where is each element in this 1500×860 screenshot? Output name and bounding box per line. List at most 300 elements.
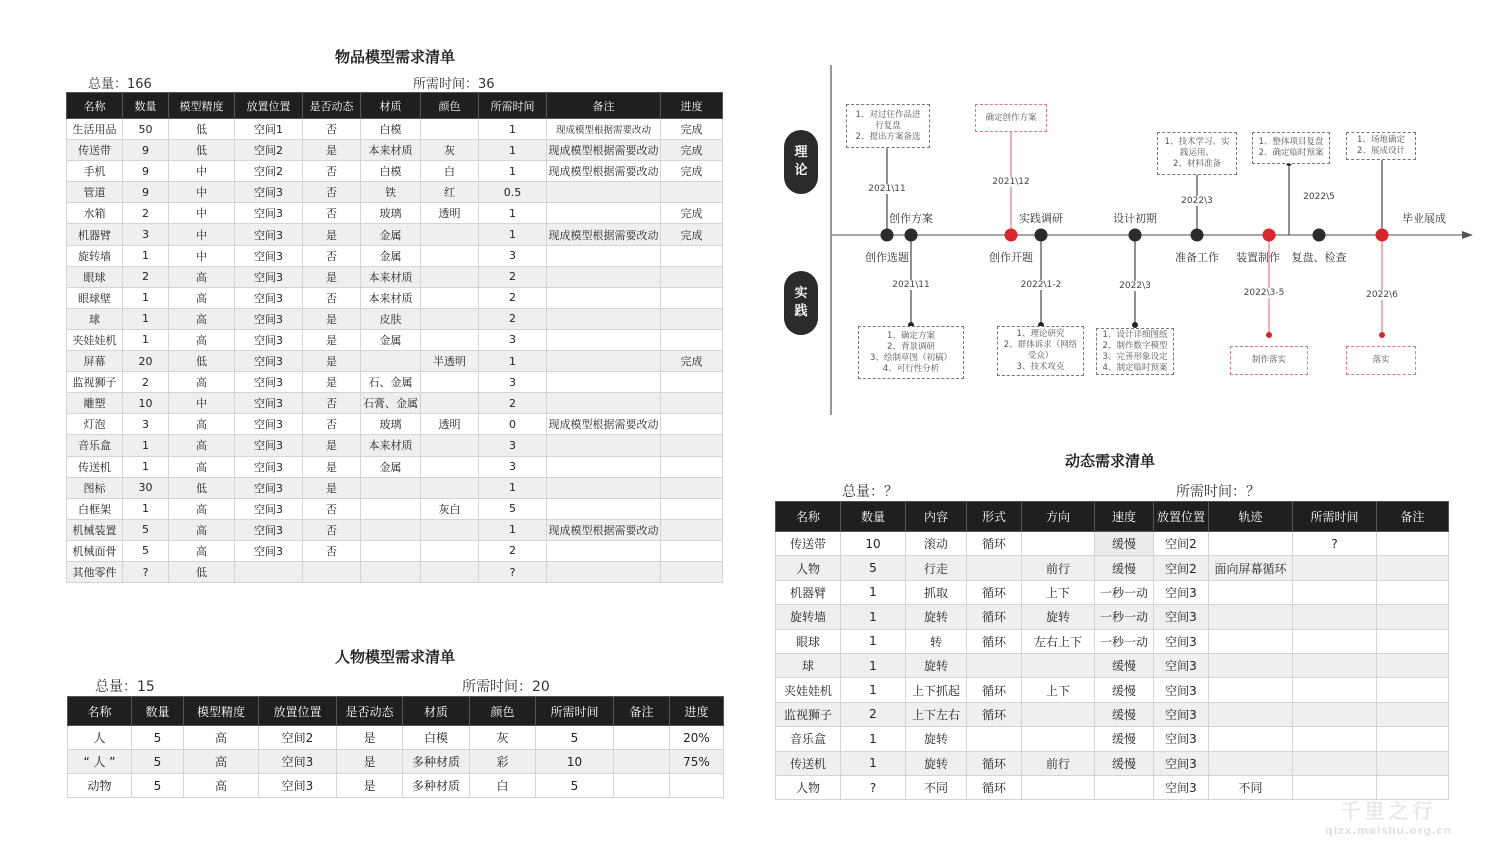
table-cell: 低 bbox=[169, 140, 235, 161]
table-cell: 灰 bbox=[421, 140, 479, 161]
table-cell: 转 bbox=[906, 629, 967, 653]
table-cell bbox=[547, 498, 661, 519]
table-cell: 其他零件 bbox=[67, 561, 123, 582]
column-header: 名称 bbox=[776, 502, 841, 532]
dynamic-time: 所需时间：？ bbox=[1176, 484, 1260, 500]
table-cell: 30 bbox=[123, 477, 169, 498]
table-cell bbox=[661, 414, 723, 435]
column-header: 数量 bbox=[132, 697, 184, 726]
table-cell: 高 bbox=[169, 435, 235, 456]
table-cell bbox=[361, 351, 421, 372]
table-cell: 3 bbox=[123, 224, 169, 245]
note-line: 2、制作数字模型 bbox=[1102, 340, 1168, 351]
table-row bbox=[67, 414, 723, 435]
table-cell bbox=[421, 372, 479, 393]
column-header: 数量 bbox=[841, 502, 906, 532]
table-cell: 上下 bbox=[1022, 678, 1095, 702]
table-cell: 5 bbox=[132, 774, 184, 798]
note-line: 4、制定临时预案 bbox=[1102, 362, 1168, 373]
table-cell bbox=[614, 774, 670, 798]
table-cell bbox=[661, 456, 723, 477]
table-cell: 空间3 bbox=[235, 414, 303, 435]
note-line: 1、整体项目复盘 bbox=[1258, 137, 1324, 147]
table-cell: 否 bbox=[303, 161, 361, 182]
table-cell: 空间3 bbox=[1154, 580, 1209, 604]
table-cell bbox=[547, 308, 661, 329]
table-cell: 1 bbox=[841, 653, 906, 677]
table-cell bbox=[1293, 653, 1377, 677]
table-cell: 10 bbox=[841, 532, 906, 556]
column-header: 放置位置 bbox=[259, 697, 337, 726]
table-cell: 空间3 bbox=[235, 329, 303, 350]
table-cell: 循环 bbox=[967, 532, 1022, 556]
table-cell: 本来材质 bbox=[361, 266, 421, 287]
table-cell: 完成 bbox=[661, 351, 723, 372]
table-cell: 高 bbox=[169, 308, 235, 329]
table-cell bbox=[967, 556, 1022, 580]
table-row bbox=[67, 561, 723, 582]
table-cell: 生活用品 bbox=[67, 119, 123, 140]
table-cell: 传送机 bbox=[776, 751, 841, 775]
table-cell: 1 bbox=[479, 224, 547, 245]
table-cell: 空间3 bbox=[235, 498, 303, 519]
table-cell: 完成 bbox=[661, 140, 723, 161]
table-cell bbox=[1209, 605, 1293, 629]
table-cell bbox=[661, 561, 723, 582]
table-cell: 旋转 bbox=[906, 653, 967, 677]
lane-theory-pill bbox=[784, 130, 818, 194]
table-row bbox=[776, 653, 1449, 677]
table-cell bbox=[967, 653, 1022, 677]
table-cell: 循环 bbox=[967, 751, 1022, 775]
table-cell: 空间3 bbox=[1154, 678, 1209, 702]
table-cell: 抓取 bbox=[906, 580, 967, 604]
note-line: 2、提出方案备选 bbox=[855, 131, 921, 142]
table-cell: 白模 bbox=[361, 119, 421, 140]
theory-note-box bbox=[1252, 132, 1330, 164]
table-cell bbox=[421, 561, 479, 582]
table-cell: 1 bbox=[123, 308, 169, 329]
table-cell: 3 bbox=[479, 435, 547, 456]
table-cell: 10 bbox=[123, 393, 169, 414]
table-cell: 缓慢 bbox=[1095, 727, 1154, 751]
column-header: 是否动态 bbox=[303, 93, 361, 119]
table-cell: 是 bbox=[303, 456, 361, 477]
table-cell: 白模 bbox=[361, 161, 421, 182]
note-line: 2、确定临时预案 bbox=[1258, 148, 1324, 158]
character-table-title: 人物模型需求清单 bbox=[334, 648, 455, 666]
table-cell: 2 bbox=[479, 308, 547, 329]
table-cell: 人物 bbox=[776, 775, 841, 799]
table-cell bbox=[421, 119, 479, 140]
table-cell bbox=[547, 393, 661, 414]
table-cell bbox=[1209, 532, 1293, 556]
column-header: 进度 bbox=[670, 697, 724, 726]
practice-note-box bbox=[1230, 346, 1308, 375]
table-cell: 空间3 bbox=[235, 456, 303, 477]
table-row bbox=[67, 140, 723, 161]
table-cell bbox=[547, 372, 661, 393]
table-cell: 10 bbox=[536, 750, 614, 774]
table-row bbox=[776, 751, 1449, 775]
column-header: 备注 bbox=[614, 697, 670, 726]
table-cell bbox=[1022, 727, 1095, 751]
table-cell: 机器臂 bbox=[776, 580, 841, 604]
table-cell bbox=[1293, 629, 1377, 653]
table-cell bbox=[1377, 580, 1449, 604]
table-cell: 球 bbox=[67, 308, 123, 329]
table-cell: 1 bbox=[479, 161, 547, 182]
table-cell: 滚动 bbox=[906, 532, 967, 556]
table-cell: 空间3 bbox=[259, 774, 337, 798]
table-cell: 空间2 bbox=[235, 161, 303, 182]
table-cell: 空间3 bbox=[259, 750, 337, 774]
table-cell: 中 bbox=[169, 245, 235, 266]
table-cell: 空间3 bbox=[235, 203, 303, 224]
table-cell: ? bbox=[1293, 532, 1377, 556]
table-row bbox=[67, 329, 723, 350]
table-cell bbox=[547, 287, 661, 308]
table-cell: 2 bbox=[123, 372, 169, 393]
table-cell: 循环 bbox=[967, 605, 1022, 629]
note-line: 1、理论研究 bbox=[1016, 329, 1065, 339]
table-cell: 否 bbox=[303, 245, 361, 266]
table-row bbox=[67, 203, 723, 224]
lane-practice-char: 实 bbox=[794, 286, 808, 301]
table-row bbox=[67, 119, 723, 140]
table-cell: 1 bbox=[841, 629, 906, 653]
note-line: 1、场地确定 bbox=[1357, 135, 1405, 145]
table-row bbox=[67, 308, 723, 329]
table-cell: 现成模型根据需要改动 bbox=[547, 414, 661, 435]
table-cell: 否 bbox=[303, 182, 361, 203]
table-cell: 空间3 bbox=[235, 351, 303, 372]
table-cell: 石膏、金属 bbox=[361, 393, 421, 414]
table-cell bbox=[1377, 751, 1449, 775]
table-cell bbox=[361, 519, 421, 540]
table-cell bbox=[547, 351, 661, 372]
table-cell: 空间3 bbox=[235, 287, 303, 308]
node-label: 准备工作 bbox=[1175, 251, 1219, 264]
column-header: 所需时间 bbox=[479, 93, 547, 119]
column-header: 进度 bbox=[661, 93, 723, 119]
table-cell: 1 bbox=[123, 456, 169, 477]
table-cell: 否 bbox=[303, 414, 361, 435]
table-cell: 现成模型根据需要改动 bbox=[547, 519, 661, 540]
table-cell: 1 bbox=[123, 498, 169, 519]
table-row bbox=[67, 435, 723, 456]
table-cell: 1 bbox=[479, 351, 547, 372]
table-cell: 现成模型根据需要改动 bbox=[547, 161, 661, 182]
column-header: 数量 bbox=[123, 93, 169, 119]
table-cell: 左右上下 bbox=[1022, 629, 1095, 653]
table-cell: 空间3 bbox=[235, 519, 303, 540]
date-label: 2022\1-2 bbox=[1020, 280, 1062, 290]
table-row bbox=[67, 519, 723, 540]
column-header: 备注 bbox=[547, 93, 661, 119]
table-cell bbox=[670, 774, 724, 798]
table-cell: 5 bbox=[132, 750, 184, 774]
table-cell: 空间3 bbox=[1154, 605, 1209, 629]
table-cell: 20 bbox=[123, 351, 169, 372]
table-cell bbox=[421, 435, 479, 456]
table-cell: 20% bbox=[670, 726, 724, 750]
table-cell: 2 bbox=[123, 266, 169, 287]
table-cell: 中 bbox=[169, 393, 235, 414]
watermark-url: qizx.meishu.org.cn bbox=[1325, 824, 1452, 837]
table-cell: 皮肤 bbox=[361, 308, 421, 329]
table-cell: 9 bbox=[123, 161, 169, 182]
table-cell: 半透明 bbox=[421, 351, 479, 372]
theory-note-box bbox=[1157, 132, 1237, 175]
table-cell: 高 bbox=[169, 287, 235, 308]
table-cell: 金属 bbox=[361, 456, 421, 477]
table-cell bbox=[547, 329, 661, 350]
column-header: 模型精度 bbox=[184, 697, 259, 726]
table-cell: 3 bbox=[479, 245, 547, 266]
table-cell: 空间2 bbox=[1154, 532, 1209, 556]
node-label: 毕业展成 bbox=[1402, 212, 1446, 225]
column-header: 名称 bbox=[67, 93, 123, 119]
table-cell bbox=[1209, 653, 1293, 677]
table-row bbox=[67, 266, 723, 287]
note-line: 践运用、 bbox=[1179, 148, 1214, 158]
dynamic-total: 总量：？ bbox=[842, 484, 898, 500]
column-header: 方向 bbox=[1022, 502, 1095, 532]
table-cell: 1 bbox=[841, 751, 906, 775]
table-cell bbox=[1293, 605, 1377, 629]
table-cell: 透明 bbox=[421, 203, 479, 224]
table-cell: 现成模型根据需要改动 bbox=[547, 119, 661, 140]
table-cell: 空间3 bbox=[235, 372, 303, 393]
column-header: 轨迹 bbox=[1209, 502, 1293, 532]
table-cell: 金属 bbox=[361, 245, 421, 266]
node-label: 创作方案 bbox=[889, 212, 933, 225]
table-cell: 3 bbox=[479, 329, 547, 350]
table-cell: 现成模型根据需要改动 bbox=[547, 140, 661, 161]
table-cell: 一秒一动 bbox=[1095, 629, 1154, 653]
table-cell bbox=[361, 477, 421, 498]
note-line: 1、技术学习、实 bbox=[1164, 137, 1230, 147]
table-cell bbox=[547, 456, 661, 477]
table-cell: 5 bbox=[479, 498, 547, 519]
column-header: 材质 bbox=[403, 697, 470, 726]
node-label: 设计初期 bbox=[1113, 212, 1157, 225]
table-cell: 球 bbox=[776, 653, 841, 677]
table-cell: 空间3 bbox=[1154, 775, 1209, 799]
table-cell: 空间3 bbox=[235, 266, 303, 287]
table-cell bbox=[421, 456, 479, 477]
table-cell: 空间3 bbox=[235, 477, 303, 498]
table-cell: 本来材质 bbox=[361, 140, 421, 161]
table-cell: 低 bbox=[169, 119, 235, 140]
table-cell: 缓慢 bbox=[1095, 653, 1154, 677]
table-cell bbox=[1209, 702, 1293, 726]
watermark-brand: 千里之行 bbox=[1340, 799, 1437, 823]
table-cell: 一秒一动 bbox=[1095, 605, 1154, 629]
table-cell bbox=[1293, 751, 1377, 775]
table-cell: ? bbox=[841, 775, 906, 799]
table-cell bbox=[421, 393, 479, 414]
table-cell: 是 bbox=[303, 477, 361, 498]
table-cell bbox=[661, 498, 723, 519]
table-row bbox=[776, 580, 1449, 604]
table-cell: 白 bbox=[421, 161, 479, 182]
table-cell: 9 bbox=[123, 140, 169, 161]
table-cell bbox=[967, 727, 1022, 751]
table-cell bbox=[1293, 556, 1377, 580]
table-cell: 5 bbox=[536, 726, 614, 750]
column-header: 备注 bbox=[1377, 502, 1449, 532]
table-cell: 是 bbox=[303, 140, 361, 161]
table-cell bbox=[303, 561, 361, 582]
table-cell: 是 bbox=[303, 308, 361, 329]
table-cell: 1 bbox=[479, 203, 547, 224]
watermark bbox=[1325, 795, 1452, 837]
table-cell bbox=[1209, 727, 1293, 751]
table-cell: 空间3 bbox=[1154, 653, 1209, 677]
character-total: 总量：15 bbox=[95, 679, 155, 695]
table-cell: 9 bbox=[123, 182, 169, 203]
node-label: 实践调研 bbox=[1019, 212, 1063, 225]
table-cell: 5 bbox=[841, 556, 906, 580]
table-cell: 是 bbox=[303, 435, 361, 456]
table-cell: 空间3 bbox=[1154, 727, 1209, 751]
table-cell bbox=[1209, 751, 1293, 775]
table-cell: 多种材质 bbox=[403, 750, 470, 774]
table-cell: 高 bbox=[169, 498, 235, 519]
table-cell: 缓慢 bbox=[1095, 702, 1154, 726]
table-cell bbox=[661, 287, 723, 308]
table-cell: 旋转 bbox=[1022, 605, 1095, 629]
table-cell bbox=[614, 750, 670, 774]
note-line: 1、设计详细图纸 bbox=[1102, 329, 1168, 340]
table-cell: 灰白 bbox=[421, 498, 479, 519]
table-row bbox=[67, 161, 723, 182]
table-cell: 雕塑 bbox=[67, 393, 123, 414]
table-row bbox=[776, 727, 1449, 751]
table-cell: 5 bbox=[123, 540, 169, 561]
theory-note-box bbox=[846, 104, 930, 148]
table-cell: 玻璃 bbox=[361, 203, 421, 224]
table-cell: 2 bbox=[479, 287, 547, 308]
table-cell bbox=[1209, 629, 1293, 653]
table-cell: 眼球壁 bbox=[67, 287, 123, 308]
practice-note-box bbox=[997, 326, 1084, 376]
table-cell: 空间2 bbox=[259, 726, 337, 750]
table-cell: 高 bbox=[169, 414, 235, 435]
table-cell: 空间3 bbox=[235, 540, 303, 561]
table-cell: 空间3 bbox=[1154, 751, 1209, 775]
table-cell bbox=[1293, 678, 1377, 702]
column-header: 名称 bbox=[68, 697, 132, 726]
table-cell bbox=[421, 245, 479, 266]
date-label: 2022\5 bbox=[1303, 192, 1335, 202]
table-cell bbox=[661, 540, 723, 561]
table-cell: 空间3 bbox=[235, 435, 303, 456]
table-cell: 1 bbox=[841, 678, 906, 702]
table-cell: 完成 bbox=[661, 224, 723, 245]
table-cell: 一秒一动 bbox=[1095, 580, 1154, 604]
table-cell: 旋转 bbox=[906, 751, 967, 775]
table-cell: 彩 bbox=[470, 750, 536, 774]
table-cell bbox=[421, 224, 479, 245]
table-cell: 低 bbox=[169, 561, 235, 582]
table-cell bbox=[1022, 532, 1095, 556]
table-cell: 金属 bbox=[361, 224, 421, 245]
table-cell bbox=[661, 266, 723, 287]
table-cell: 是 bbox=[337, 774, 403, 798]
table-row bbox=[776, 532, 1449, 556]
table-cell: 旋转墙 bbox=[776, 605, 841, 629]
table-row bbox=[68, 774, 724, 798]
date-label: 2021\11 bbox=[868, 184, 906, 194]
table-cell: 5 bbox=[132, 726, 184, 750]
table-cell bbox=[1377, 605, 1449, 629]
table-cell: 缓慢 bbox=[1095, 678, 1154, 702]
table-cell: 玻璃 bbox=[361, 414, 421, 435]
lane-practice-char: 践 bbox=[794, 304, 808, 319]
table-cell: 传送带 bbox=[67, 140, 123, 161]
table-cell bbox=[547, 182, 661, 203]
column-header: 形式 bbox=[967, 502, 1022, 532]
table-cell: 完成 bbox=[661, 161, 723, 182]
table-cell bbox=[1293, 727, 1377, 751]
table-cell: 中 bbox=[169, 161, 235, 182]
note-line: 受众） bbox=[1027, 351, 1054, 361]
table-cell: 3 bbox=[479, 456, 547, 477]
table-cell bbox=[235, 561, 303, 582]
table-cell: 金属 bbox=[361, 329, 421, 350]
table-row bbox=[67, 498, 723, 519]
table-cell: 人物 bbox=[776, 556, 841, 580]
table-cell: 2 bbox=[123, 203, 169, 224]
column-header: 速度 bbox=[1095, 502, 1154, 532]
table-cell: “ 人 ” bbox=[68, 750, 132, 774]
table-cell bbox=[421, 540, 479, 561]
items-time: 所需时间：36 bbox=[413, 77, 495, 92]
table-cell: 机器臂 bbox=[67, 224, 123, 245]
table-cell: 铁 bbox=[361, 182, 421, 203]
table-cell bbox=[547, 203, 661, 224]
table-cell: 本来材质 bbox=[361, 435, 421, 456]
table-cell: 缓慢 bbox=[1095, 751, 1154, 775]
table-cell: 是 bbox=[303, 329, 361, 350]
table-cell: 空间3 bbox=[1154, 702, 1209, 726]
table-cell: 是 bbox=[337, 750, 403, 774]
table-cell bbox=[1022, 775, 1095, 799]
table-cell: 多种材质 bbox=[403, 774, 470, 798]
table-cell bbox=[661, 477, 723, 498]
table-cell: 前行 bbox=[1022, 556, 1095, 580]
table-cell bbox=[421, 266, 479, 287]
table-cell: 低 bbox=[169, 351, 235, 372]
character-requirements-table bbox=[67, 696, 724, 798]
table-cell: 人 bbox=[68, 726, 132, 750]
table-cell: 监视狮子 bbox=[776, 702, 841, 726]
note-line: 2、展成设计 bbox=[1357, 146, 1405, 156]
table-row bbox=[68, 750, 724, 774]
table-row bbox=[67, 393, 723, 414]
table-cell: 音乐盒 bbox=[67, 435, 123, 456]
table-cell bbox=[361, 561, 421, 582]
table-cell bbox=[1209, 678, 1293, 702]
table-row bbox=[67, 245, 723, 266]
table-cell: 空间3 bbox=[235, 308, 303, 329]
table-cell: 2 bbox=[841, 702, 906, 726]
table-row bbox=[776, 629, 1449, 653]
dynamic-table-title: 动态需求清单 bbox=[1064, 452, 1155, 470]
